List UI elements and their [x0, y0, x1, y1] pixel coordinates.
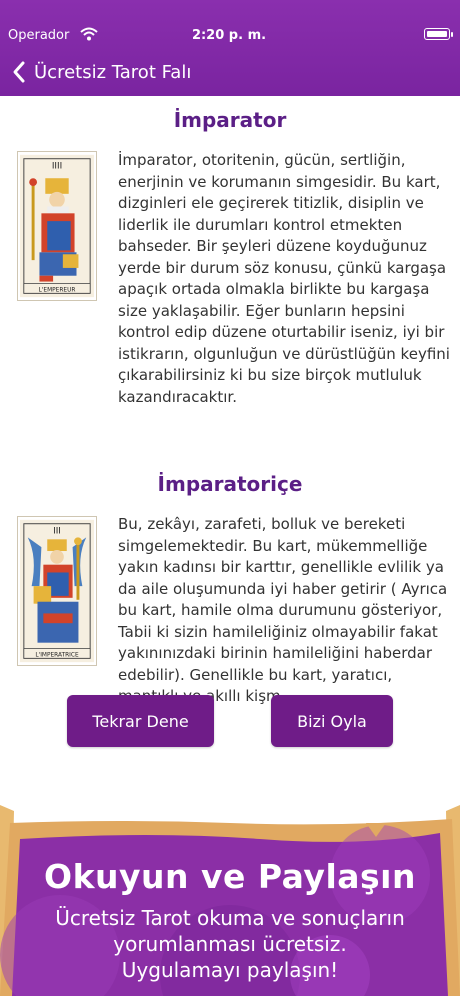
- promo-banner: [0, 805, 460, 996]
- action-buttons: [0, 690, 460, 750]
- card-image-emperor: [17, 151, 97, 301]
- reading-content[interactable]: [0, 96, 460, 705]
- rate-us-button[interactable]: Bizi Oyla: [271, 695, 393, 747]
- card-numeral-empress: III: [53, 526, 61, 537]
- promo-line-2: yorumlanması ücretsiz.: [113, 932, 347, 956]
- card-caption-empress: L'IMPERATRICE: [35, 652, 79, 659]
- card-caption-emperor: L'EMPEREUR: [38, 287, 76, 294]
- app-header: [0, 0, 460, 96]
- status-bar: [8, 22, 450, 46]
- carrier-label: Operador: [8, 28, 70, 43]
- promo-line-1: Ücretsiz Tarot okuma ve sonuçların: [55, 906, 405, 930]
- promo-title: Okuyun ve Paylaşın: [44, 857, 416, 896]
- card-numeral-emperor: IIII: [51, 161, 63, 172]
- back-button[interactable]: [12, 58, 191, 86]
- section-title-emperor: İmparator: [173, 108, 287, 132]
- battery-icon: [424, 28, 450, 40]
- section-text-emperor: İmparator, otoritenin, gücün, sertliğin, enerjinin ve korumanın simgesidir. Bu kart, dizginleri ele geçirerek titizlik, disiplin ve liderlik ile durumları kontrol etmekten bahseder. Bir şeyleri düzene koyduğunuz yerde bir durum söz konusu, çünkü kargaşa apaçık ortada olmakla birlikte bu kargaşa size yaklaşabilir. Eğer bunların hepsini kontrol edip düzene oturtabilir iseniz, iyi bir istikrarın, olgunluğun ve dürüstlüğün keyfini çıkarabilirsiniz ki bu size birçok mutluluk kazandıracaktır.: [118, 151, 450, 406]
- section-text-empress: Bu, zekâyı, zarafeti, bolluk ve bereketi simgelemektedir. Bu kart, mükemmelliğe yakın kadınsı bir karttır, genellikle evlilik ya da aile oluşumunda iyi haber getirir ( Ayrıca bu kart, hamile olma durumunu gösteriyor, Tabii ki sizin hamileliğiniz olmayabilir fakat yakınınızdaki birinin hamileliğini haberdar edebilir). Genellikle bu kart, yaratıcı, akıllı kişm: [118, 515, 448, 705]
- card-image-empress: [17, 516, 97, 666]
- promo-line-3: Uygulamayı paylaşın!: [121, 958, 339, 982]
- retry-button[interactable]: Tekrar Dene: [67, 695, 214, 747]
- status-time: 2:20 p. m.: [191, 28, 267, 43]
- chevron-left-icon: [12, 61, 26, 83]
- promo-text: [0, 905, 460, 983]
- nav-title: Ücretsiz Tarot Falı: [34, 61, 192, 83]
- section-title-empress: İmparatoriçe: [157, 472, 303, 496]
